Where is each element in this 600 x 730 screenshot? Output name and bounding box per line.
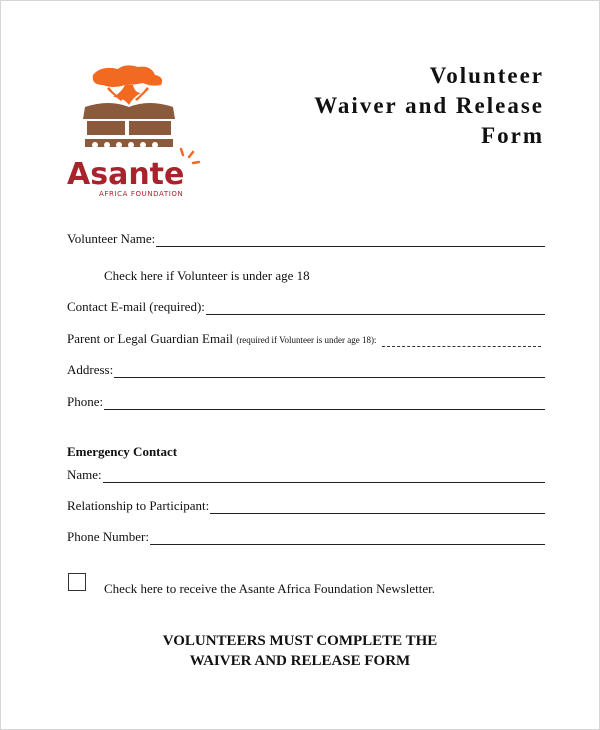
emergency-phone-field[interactable] [67,529,545,545]
completion-notice [1,631,599,671]
phone-input-line[interactable] [104,397,545,410]
guardian-email-input-line[interactable] [382,334,541,347]
guardian-email-field[interactable] [67,331,541,347]
relationship-field[interactable] [67,498,545,514]
volunteer-name-label: Volunteer Name: [67,231,156,246]
address-input-line[interactable] [114,365,545,378]
contact-email-field[interactable] [67,299,545,315]
notice-line-1: VOLUNTEERS MUST COMPLETE THE [162,633,438,649]
phone-field[interactable] [67,394,545,410]
title-line-2: Waiver and Release [314,93,544,118]
title-line-3: Form [481,123,544,148]
contact-email-label: Contact E-mail (required): [67,299,205,314]
emergency-contact-heading: Emergency Contact [67,444,178,459]
title-line-1: Volunteer [429,63,544,88]
address-label: Address: [67,362,114,377]
newsletter-checkbox[interactable] [68,573,86,591]
phone-label: Phone: [67,394,104,409]
guardian-email-note: (required if Volunteer is under age 18): [236,335,377,345]
volunteer-name-field[interactable] [67,231,545,247]
svg-text:AFRICA FOUNDATION: AFRICA FOUNDATION [99,190,184,198]
emergency-phone-label: Phone Number: [67,529,149,544]
asante-logo [63,63,203,201]
under-18-checkbox-label[interactable]: Check here if Volunteer is under age 18 [104,268,310,283]
emergency-name-label: Name: [67,467,102,482]
notice-line-2: WAIVER AND RELEASE FORM [189,653,411,669]
emergency-phone-input-line[interactable] [150,532,545,545]
tree-house-icon [63,63,203,201]
form-title [314,61,544,151]
newsletter-label: Check here to receive the Asante Africa Foundation Newsletter. [104,581,436,596]
logo-wordmark: Asante [67,157,185,192]
relationship-label: Relationship to Participant: [67,498,210,513]
contact-email-input-line[interactable] [206,302,545,315]
guardian-email-label: Parent or Legal Guardian Email (required if Volunteer is under age 18): [67,331,377,346]
volunteer-name-input-line[interactable] [156,234,545,247]
address-field[interactable] [67,362,545,378]
relationship-input-line[interactable] [210,501,545,514]
emergency-name-input-line[interactable] [103,470,545,483]
emergency-name-field[interactable] [67,467,545,483]
